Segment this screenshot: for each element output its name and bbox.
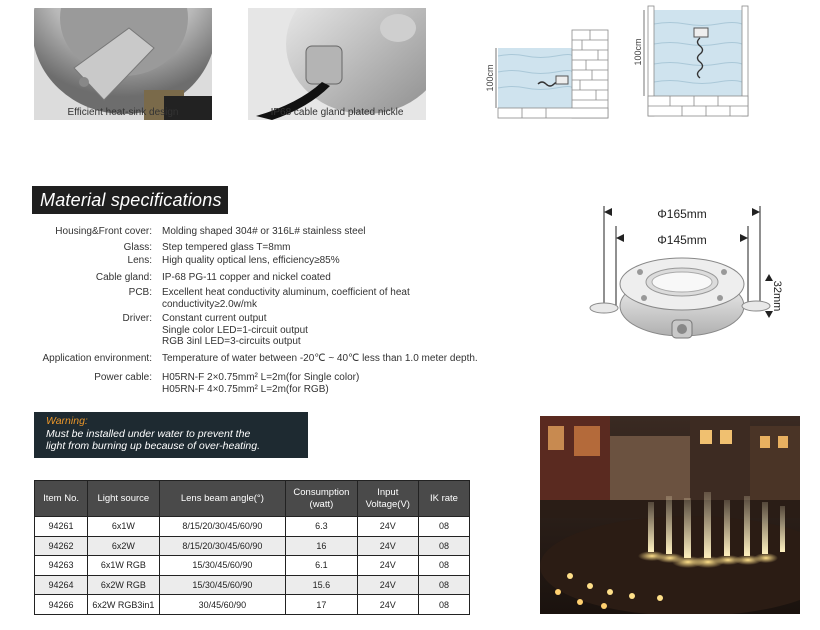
table-cell: 15/30/45/60/90	[159, 556, 286, 576]
height-label: 32mm	[771, 280, 783, 312]
warning-line-2: light from burning up because of over-heating.	[46, 440, 261, 452]
table-cell: 30/45/60/90	[159, 595, 286, 615]
fountain-night-photo	[540, 416, 800, 614]
spec-label: Cable gland:	[95, 272, 152, 283]
warning-box	[34, 412, 308, 458]
installation-diagram-pool-wall	[482, 26, 612, 122]
table-cell: 94266	[35, 595, 88, 615]
outer-diameter-label: Φ165mm	[657, 207, 707, 221]
spec-value: H05RN-F 2×0.75mm² L=2m(for Single color) H05RN-F 4×0.75mm² L=2m(for RGB)	[162, 372, 360, 395]
product-spec-table	[34, 480, 470, 615]
col-header-ik-rate: IK rate	[418, 481, 469, 517]
product-dimension-drawing	[586, 196, 786, 356]
table-cell: 6x1W RGB	[88, 556, 159, 576]
cable-gland-image	[248, 8, 426, 120]
fixture-body	[590, 258, 770, 338]
spec-label: Power cable:	[94, 372, 152, 383]
table-row	[35, 575, 470, 595]
spec-value: Excellent heat conductivity aluminum, coefficient of heat conductivity≥2.0w/mk	[162, 287, 410, 310]
table-header-row	[35, 481, 470, 517]
depth-label: 100cm	[633, 38, 643, 66]
depth-label: 100cm	[485, 64, 495, 92]
table-cell: 08	[418, 595, 469, 615]
spec-value: Constant current output Single color LED=1-circuit output RGB 3inl LED=3-circuits output	[162, 313, 308, 347]
table-cell: 94261	[35, 517, 88, 537]
table-cell: 24V	[357, 517, 418, 537]
col-header-consumption: Consumption (watt)	[286, 481, 357, 517]
table-cell: 24V	[357, 595, 418, 615]
table-cell: 8/15/20/30/45/60/90	[159, 536, 286, 556]
table-cell: 6.3	[286, 517, 357, 537]
table-cell: 24V	[357, 536, 418, 556]
table-cell: 8/15/20/30/45/60/90	[159, 517, 286, 537]
col-header-beam-angle: Lens beam angle(°)	[159, 481, 286, 517]
table-cell: 08	[418, 536, 469, 556]
warning-line-1: Must be installed under water to prevent the	[46, 427, 251, 440]
heat-sink-photo	[34, 8, 212, 120]
table-cell: 16	[286, 536, 357, 556]
warning-title: Warning:	[46, 415, 88, 427]
table-cell: 08	[418, 575, 469, 595]
table-cell: 6x2W RGB	[88, 575, 159, 595]
table-cell: 6x1W	[88, 517, 159, 537]
heat-sink-caption: Efficient heat-sink design	[67, 107, 179, 118]
table-cell: 94264	[35, 575, 88, 595]
spec-value: IP-68 PG-11 copper and nickel coated	[162, 272, 331, 283]
table-cell: 24V	[357, 575, 418, 595]
spec-label: Driver:	[122, 313, 152, 324]
heat-sink-image	[34, 8, 212, 120]
table-cell: 6.1	[286, 556, 357, 576]
table-cell: 08	[418, 517, 469, 537]
table-row	[35, 517, 470, 537]
table-cell: 94262	[35, 536, 88, 556]
col-header-item-no: Item No.	[35, 481, 88, 517]
water-area	[654, 10, 742, 96]
table-cell: 6x2W RGB3in1	[88, 595, 159, 615]
spec-value: Molding shaped 304# or 316L# stainless steel	[162, 226, 366, 237]
col-header-light-source: Light source	[88, 481, 159, 517]
table-cell: 15/30/45/60/90	[159, 575, 286, 595]
table-row	[35, 536, 470, 556]
spec-value: Step tempered glass T=8mm	[162, 242, 291, 253]
table-row	[35, 556, 470, 576]
table-cell: 24V	[357, 556, 418, 576]
spec-label: Housing&Front cover:	[55, 226, 152, 237]
spec-label: PCB:	[128, 287, 152, 298]
table-cell: 08	[418, 556, 469, 576]
col-header-input-voltage: Input Voltage(V)	[357, 481, 418, 517]
table-cell: 17	[286, 595, 357, 615]
section-title: Material specifications	[32, 186, 228, 214]
spec-label: Application environment:	[42, 353, 152, 364]
table-cell: 94263	[35, 556, 88, 576]
table-cell: 15.6	[286, 575, 357, 595]
table-cell: 6x2W	[88, 536, 159, 556]
cable-gland-caption: IP68 cable gland plated nickle	[270, 107, 404, 118]
installation-diagram-pool-floor	[630, 2, 750, 122]
spec-value: High quality optical lens, efficiency≥85%	[162, 255, 340, 266]
spec-value: Temperature of water between -20℃ ~ 40℃ less than 1.0 meter depth.	[162, 353, 478, 364]
cable-gland-photo	[248, 8, 426, 120]
spec-label: Glass:	[123, 242, 152, 253]
spec-label: Lens:	[127, 255, 152, 266]
table-row	[35, 595, 470, 615]
inner-diameter-label: Φ145mm	[657, 233, 707, 247]
